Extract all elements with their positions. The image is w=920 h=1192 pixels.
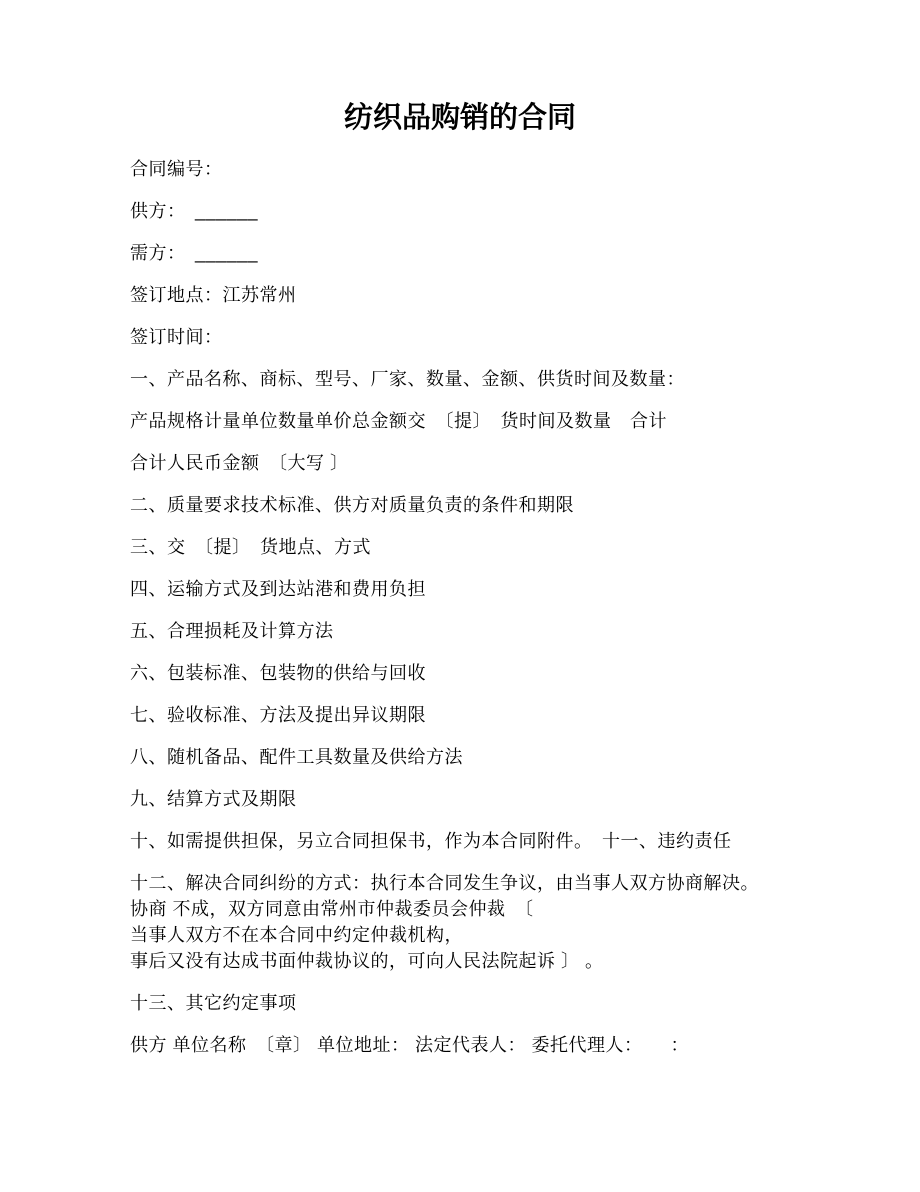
clause-9-line: 九、结算方式及期限 xyxy=(130,789,297,809)
signing-place-line: 签订地点：江苏常州 xyxy=(130,285,297,305)
document-title xyxy=(130,100,790,136)
contract-number-line: 合同编号： xyxy=(130,159,223,179)
total-amount-line: 合计人民币金额 〔大写 〕 xyxy=(130,453,349,473)
clause-12-block xyxy=(130,870,790,974)
clause-2-line: 二、质量要求技术标准、供方对质量负责的条件和期限 xyxy=(130,495,574,515)
clause-7-line: 七、验收标准、方法及提出异议期限 xyxy=(130,705,426,725)
signature-line: 供方 单位名称 〔章〕 单位地址： 法定代表人： 委托代理人： ： xyxy=(130,1035,690,1055)
clause-5-line: 五、合理损耗及计算方法 xyxy=(130,621,334,641)
clause-12-line-1: 十二、解决合同纠纷的方式：执行本合同发生争议，由当事人双方协商解决。 xyxy=(130,873,759,893)
clause-6-line: 六、包装标准、包装物的供给与回收 xyxy=(130,663,426,683)
demander-line: 需方： ______ xyxy=(130,243,259,263)
clause-4-line: 四、运输方式及到达站港和费用负担 xyxy=(130,579,426,599)
clause-8-line: 八、随机备品、配件工具数量及供给方法 xyxy=(130,747,463,767)
clause-12-line-2: 协商 不成，双方同意由常州市仲裁委员会仲裁 〔 xyxy=(130,899,534,919)
clause-1-line: 一、产品名称、商标、型号、厂家、数量、金额、供货时间及数量： xyxy=(130,369,685,389)
clause-12-line-3: 当事人双方不在本合同中约定仲裁机构， xyxy=(130,925,463,945)
supplier-line: 供方： ______ xyxy=(130,201,259,221)
signing-time-line: 签订时间： xyxy=(130,327,223,347)
clause-10-11-line: 十、如需提供担保，另立合同担保书，作为本合同附件。 十一、违约责任 xyxy=(130,831,732,851)
document-title-text: 纺织品购销的合同 xyxy=(343,102,576,134)
spec-header-line: 产品规格计量单位数量单价总金额交 〔提〕 货时间及数量 合计 xyxy=(130,411,667,431)
clause-13-line: 十三、其它约定事项 xyxy=(130,993,297,1013)
clause-12-line-4: 事后又没有达成书面仲裁协议的，可向人民法院起诉 〕 。 xyxy=(130,951,604,971)
clause-3-line: 三、交 〔提〕 货地点、方式 xyxy=(130,537,371,557)
